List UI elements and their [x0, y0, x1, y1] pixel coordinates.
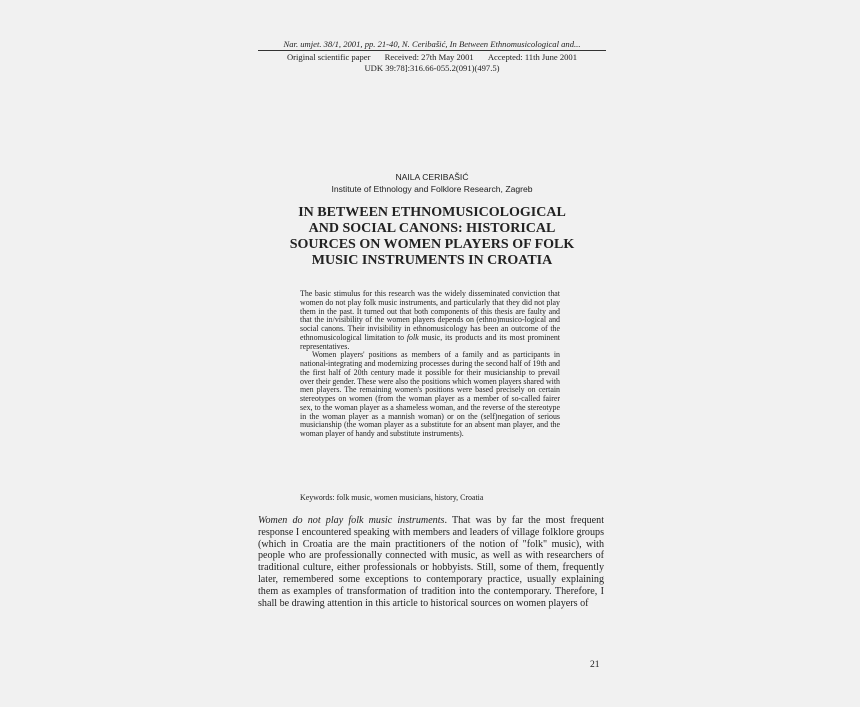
author-affiliation: Institute of Ethnology and Folklore Research, Zagreb [331, 184, 533, 194]
body-paragraph: Women do not play folk music instruments. That was by far the most frequent response I encountered speaking with members and leaders of village folklore groups (which in Croatia are the main practitioners of the notion of "folk" music), with people who are professionally connected with music, as well as with researchers of traditional culture, either professionals or hobbyists. Still, some of them, frequently later, remembered some exceptions to contemporary practice, usually explaining them as examples of transformation of tradition into the contemporary. Therefore, I shall be drawing attention in this article to historical sources on women players of [258, 515, 604, 609]
udk-code: UDK 39:78]:316.66-055.2(091)(497.5) [364, 63, 500, 73]
submission-info [258, 52, 606, 62]
abstract [300, 290, 560, 439]
abstract-paragraph-1: The basic stimulus for this research was the widely disseminated conviction that women do not play folk music instruments, and particularly that they did not play them in the past. It turned out that both components of this thesis are faulty and that the in/visibility of the women players depends on (ethno)musico-logical and social canons. Their invisibility in ethnomusicology has been an outcome of the ethnomusicological limitation to folk music, its products and its most prominent representatives. [300, 289, 560, 351]
page-number: 21 [590, 659, 600, 670]
received-date: Received: 27th May 2001 [384, 52, 474, 62]
journal-citation: Nar. umjet. 38/1, 2001, pp. 21-40, N. Ceribašić, In Between Ethnomusicological and... [258, 39, 606, 51]
title-line: AND SOCIAL CANONS: HISTORICAL [308, 221, 556, 236]
author-name: NAILA CERIBAŠIĆ [395, 172, 469, 182]
title-line: SOURCES ON WOMEN PLAYERS OF FOLK [289, 237, 575, 252]
abstract-paragraph-2: Women players' positions as members of a family and as participants in national-integrating and modernizing processes during the second half of 19th and the first half of 20th century made it possible for their musicianship to prevail over their gender. These were also the positions which women players shared with men players. The remaining women's positions were based precisely on certain stereotypes on women (from the woman player as a member of so-called fairer sex, to the woman player as a shameless woman, and the reverse of the stereotype in the woman player as a mannish woman) or on the (self)negation of serious musicianship (the woman player as a substitute for an absent man player, and the woman player of handy and substitute instruments). [300, 350, 560, 438]
keywords: Keywords: folk music, women musicians, history, Croatia [300, 493, 484, 502]
paper-type: Original scientific paper [286, 52, 371, 62]
accepted-date: Accepted: 11th June 2001 [487, 52, 578, 62]
title-line: MUSIC INSTRUMENTS IN CROATIA [311, 253, 553, 268]
paper-title [258, 205, 606, 269]
title-line: IN BETWEEN ETHNOMUSICOLOGICAL [298, 205, 566, 220]
